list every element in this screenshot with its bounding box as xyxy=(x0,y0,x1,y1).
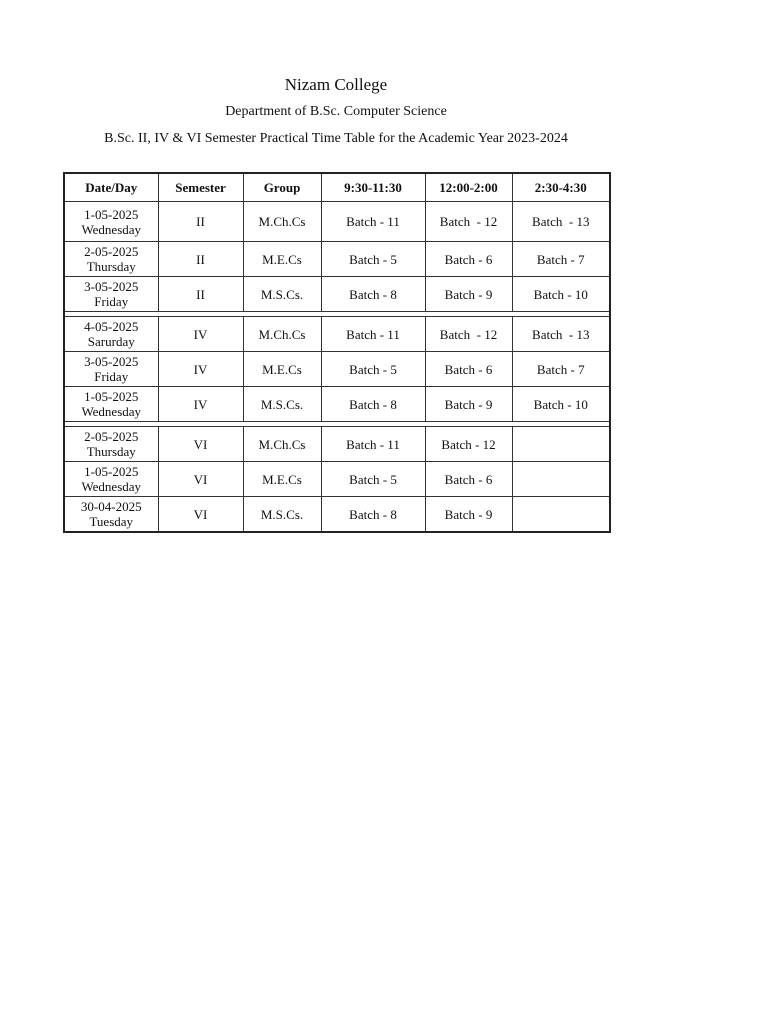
date-day-cell xyxy=(64,497,158,533)
day: Thursday xyxy=(86,259,136,274)
slot2-cell: Batch - 9 xyxy=(425,387,512,422)
group-cell: M.S.Cs. xyxy=(243,387,321,422)
slot3-cell xyxy=(512,427,610,462)
date: 3-05-2025 xyxy=(84,279,139,294)
day: Friday xyxy=(94,369,129,384)
col-header-date: Date/Day xyxy=(64,173,158,202)
semester-cell: VI xyxy=(158,427,243,462)
group-cell: M.Ch.Cs xyxy=(243,202,321,242)
slot3-cell xyxy=(512,462,610,497)
table-row xyxy=(64,277,610,312)
slot1-cell: Batch - 5 xyxy=(321,242,425,277)
date-day-cell xyxy=(64,317,158,352)
semester-cell: II xyxy=(158,277,243,312)
slot3-cell: Batch - 7 xyxy=(512,352,610,387)
col-header-slot3: 2:30-4:30 xyxy=(512,173,610,202)
semester-cell: IV xyxy=(158,352,243,387)
timetable-subtitle: B.Sc. II, IV & VI Semester Practical Time Table for the Academic Year 2023-2024 xyxy=(104,131,568,146)
slot2-cell: Batch - 12 xyxy=(425,317,512,352)
group-cell: M.S.Cs. xyxy=(243,277,321,312)
slot2-cell: Batch - 9 xyxy=(425,277,512,312)
group-cell: M.E.Cs xyxy=(243,352,321,387)
slot1-cell: Batch - 11 xyxy=(321,427,425,462)
slot1-cell: Batch - 11 xyxy=(321,202,425,242)
slot1-cell: Batch - 8 xyxy=(321,387,425,422)
col-header-semester: Semester xyxy=(158,173,243,202)
semester-cell: VI xyxy=(158,497,243,533)
slot3-cell xyxy=(512,497,610,533)
header-row xyxy=(64,173,610,202)
timetable xyxy=(63,172,611,533)
slot2-cell: Batch - 6 xyxy=(425,352,512,387)
slot3-cell: Batch - 7 xyxy=(512,242,610,277)
date-day-cell xyxy=(64,427,158,462)
day: Friday xyxy=(94,294,129,309)
table-row xyxy=(64,387,610,422)
table-row xyxy=(64,352,610,387)
date-day-cell xyxy=(64,387,158,422)
table-row xyxy=(64,202,610,242)
college-name: Nizam College xyxy=(284,75,388,94)
day: Wednesday xyxy=(81,479,142,494)
date: 2-05-2025 xyxy=(84,429,139,444)
table-row xyxy=(64,462,610,497)
date: 3-05-2025 xyxy=(84,354,139,369)
day: Tuesday xyxy=(89,514,134,529)
semester-cell: IV xyxy=(158,387,243,422)
day: Thursday xyxy=(86,444,136,459)
slot2-cell: Batch - 6 xyxy=(425,462,512,497)
slot2-cell: Batch - 6 xyxy=(425,242,512,277)
slot3-cell: Batch - 13 xyxy=(512,202,610,242)
slot1-cell: Batch - 11 xyxy=(321,317,425,352)
group-cell: M.E.Cs xyxy=(243,242,321,277)
semester-cell: II xyxy=(158,202,243,242)
date: 1-05-2025 xyxy=(84,464,139,479)
date: 1-05-2025 xyxy=(84,206,139,222)
date-day-cell xyxy=(64,462,158,497)
slot1-cell: Batch - 8 xyxy=(321,277,425,312)
date-day-cell xyxy=(64,277,158,312)
date-day-cell xyxy=(64,202,158,242)
slot1-cell: Batch - 5 xyxy=(321,352,425,387)
slot3-cell: Batch - 13 xyxy=(512,317,610,352)
date: 2-05-2025 xyxy=(84,244,139,259)
col-header-group: Group xyxy=(243,173,321,202)
semester-cell: VI xyxy=(158,462,243,497)
slot3-cell: Batch - 10 xyxy=(512,277,610,312)
day: Wednesday xyxy=(81,221,142,237)
group-cell: M.E.Cs xyxy=(243,462,321,497)
table-row xyxy=(64,242,610,277)
day: Wednesday xyxy=(81,404,142,419)
table-row xyxy=(64,317,610,352)
table-row xyxy=(64,497,610,533)
slot1-cell: Batch - 5 xyxy=(321,462,425,497)
slot2-cell: Batch - 12 xyxy=(425,202,512,242)
slot3-cell: Batch - 10 xyxy=(512,387,610,422)
col-header-slot2: 12:00-2:00 xyxy=(425,173,512,202)
department-name: Department of B.Sc. Computer Science xyxy=(225,104,447,119)
date: 30-04-2025 xyxy=(80,499,142,514)
table-row xyxy=(64,427,610,462)
slot2-cell: Batch - 12 xyxy=(425,427,512,462)
date: 1-05-2025 xyxy=(84,389,139,404)
date-day-cell xyxy=(64,242,158,277)
group-cell: M.Ch.Cs xyxy=(243,317,321,352)
slot2-cell: Batch - 9 xyxy=(425,497,512,533)
col-header-slot1: 9:30-11:30 xyxy=(321,173,425,202)
semester-cell: IV xyxy=(158,317,243,352)
date: 4-05-2025 xyxy=(84,319,139,334)
group-cell: M.S.Cs. xyxy=(243,497,321,533)
group-cell: M.Ch.Cs xyxy=(243,427,321,462)
date-day-cell xyxy=(64,352,158,387)
day: Sarurday xyxy=(87,334,135,349)
slot1-cell: Batch - 8 xyxy=(321,497,425,533)
semester-cell: II xyxy=(158,242,243,277)
